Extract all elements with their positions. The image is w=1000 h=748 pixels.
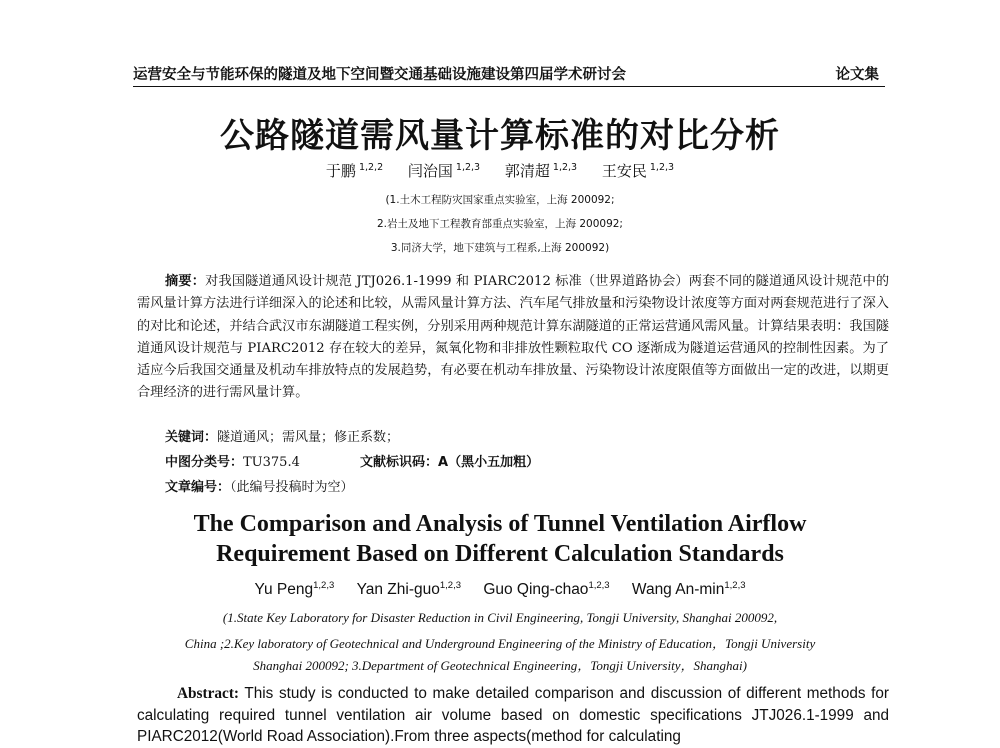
chinese-affiliation-1: (1.土木工程防灾国家重点实验室，上海 200092;: [385, 194, 615, 206]
conference-title: 运营安全与节能环保的隧道及地下空间暨交通基础设施建设第四届学术研讨会: [133, 67, 626, 83]
doc-code-value: A（黑小五加粗）: [438, 455, 540, 470]
chinese-title: 公路隧道需风量计算标准的对比分析: [220, 116, 780, 156]
author: Guo Qing-chao$^{1,2,3}$: [483, 580, 610, 599]
document-code: [360, 455, 539, 470]
keywords-text: 隧道通风；需风量；修正系数；: [217, 430, 400, 445]
article-number-text: （此编号投稿时为空）: [230, 480, 354, 495]
english-affiliation-1: (1.State Key Laboratory for Disaster Reduction in Civil Engineering, Tongji University, Shanghai 200092,: [222, 610, 778, 625]
english-affiliation-2: China ;2.Key laboratory of Geotechnical and Underground Engineering of the Ministry of Education，Tongji University: [184, 636, 816, 651]
english-abstract: [137, 683, 889, 748]
chinese-authors: [0, 160, 1000, 181]
english-title-line-1: The Comparison and Analysis of Tunnel Ventilation Airflow: [193, 511, 807, 537]
collection-label: 论文集: [835, 67, 879, 83]
english-abstract-label: Abstract:: [177, 685, 240, 702]
doc-label: 文献标识码：: [360, 455, 439, 470]
author: Yu Peng$^{1,2,3}$: [254, 580, 335, 599]
english-affiliation-3: Shanghai 200092; 3.Department of Geotechnical Engineering，Tongji University，Shanghai): [253, 658, 747, 673]
chinese-abstract: [137, 271, 889, 405]
running-header: [133, 60, 885, 87]
abstract-text: 对我国隧道通风设计规范 JTJ026.1-1999 和 PIARC2012 标准（世界道路协会）两套不同的隧道通风设计规范中的需风量计算方法进行详细深入的论述和比较，从需风量计算方法、汽车尾气排放量和污染物设计浓度等方面对两套规范进行了深入的对比和论述，并结合武汉市东湖隧道工程实例，分别采用两种规范计算东湖隧道的正常运营通风需风量。计算结果表明：我国隧道通风设计规范与 PIARC2012 存在较大的差异，氮氧化物和非排放性颗粒取代 CO 逐渐成为隧道运营通风的控制性因素。为了适应今后我国交通量及机动车排放特点的发展趋势，有必要在机动车排放量、污染物设计浓度限值等方面做出一定的改进，以期更合理经济的进行需风量计算。: [137, 274, 890, 401]
english-authors: [0, 580, 1000, 599]
author: Yan Zhi-guo$^{1,2,3}$: [356, 580, 461, 599]
classification-line: [165, 451, 539, 470]
author: 王安民 $^{1,2,3}$: [601, 162, 675, 180]
author: Wang $An-\min^{1,2,3}$: [631, 580, 746, 599]
author: 郭清超 $^{1,2,3}$: [504, 162, 578, 180]
clc-number: TU375.4: [243, 455, 300, 470]
author: 闫治国 $^{1,2,3}$: [407, 162, 481, 180]
article-number-label: 文章编号：: [165, 480, 231, 495]
author: 于鹏 $^{1,2,2}$: [325, 162, 384, 180]
article-number-line: [165, 476, 354, 495]
keywords-label: 关键词：: [165, 430, 218, 445]
keywords-line: [165, 426, 399, 445]
chinese-affiliation-3: 3.同济大学，地下建筑与工程系,上海 200092): [390, 242, 610, 254]
clc-label: 中图分类号：: [165, 455, 244, 470]
chinese-affiliation-2: 2.岩土及地下工程教育部重点实验室，上海 200092;: [377, 218, 623, 230]
abstract-label: 摘要：: [165, 274, 206, 289]
english-abstract-text: This study is conducted to make detailed comparison and discussion of different methods for calculating required tunnel ventilation air volume based on domestic specifications JTJ026.1-1999 and PIARC2012(World Road Association).From three aspects(method for calculating: [137, 685, 889, 745]
english-title-line-2: Requirement Based on Different Calculation Standards: [216, 541, 784, 567]
